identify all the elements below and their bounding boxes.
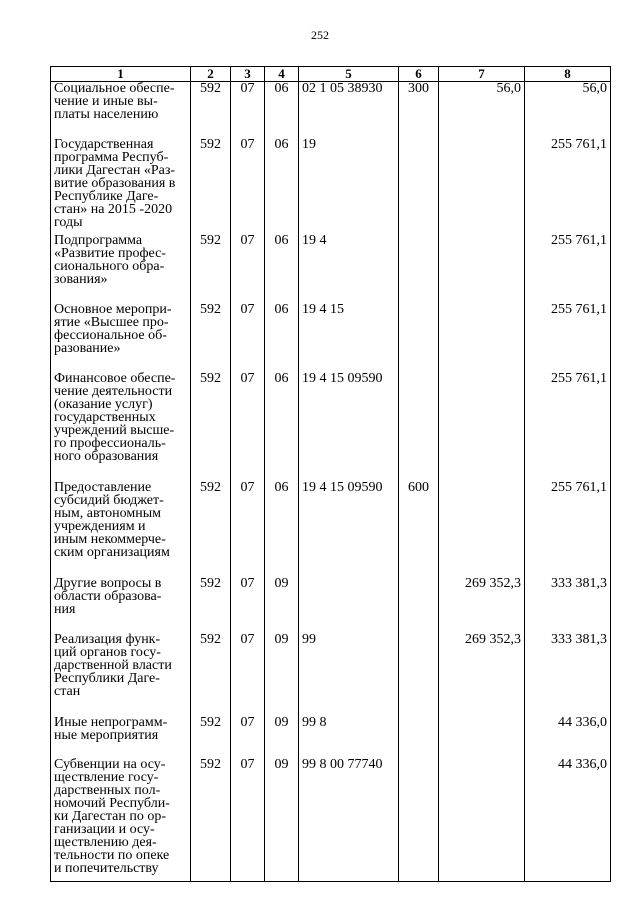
cell-code-text: 592 <box>200 480 221 495</box>
table-row <box>51 234 611 303</box>
cell-section-text: 07 <box>240 302 255 317</box>
cell-code-text: 592 <box>200 81 221 96</box>
row-name <box>51 577 191 633</box>
cell-section-text: 07 <box>240 233 255 248</box>
cell-section-text: 07 <box>240 137 255 152</box>
cell-subsection-text: 09 <box>274 632 289 647</box>
cell-amount-8-text: 44 336,0 <box>558 715 607 730</box>
cell-expense-type <box>399 716 439 758</box>
header-col-1: 1 <box>51 67 191 82</box>
cell-target-article <box>299 303 399 372</box>
cell-section-text: 07 <box>240 715 255 730</box>
cell-code <box>191 758 231 882</box>
cell-subsection-text: 06 <box>274 81 289 96</box>
cell-section <box>231 372 265 481</box>
cell-amount-8-text: 333 381,3 <box>551 576 607 591</box>
cell-target-article <box>299 758 399 882</box>
cell-subsection <box>265 577 299 633</box>
cell-section <box>231 481 265 577</box>
cell-amount-7 <box>439 577 525 633</box>
row-name-text: Реализация функ- ций органов госу- дарственной власти Республики Даге- стан <box>54 632 172 699</box>
cell-subsection-text: 06 <box>274 480 289 495</box>
row-name <box>51 82 191 138</box>
header-col-7: 7 <box>439 67 525 82</box>
table-row <box>51 481 611 577</box>
table-row <box>51 82 611 138</box>
cell-subsection <box>265 633 299 716</box>
cell-code-text: 592 <box>200 715 221 730</box>
cell-expense-type <box>399 758 439 882</box>
cell-code <box>191 481 231 577</box>
cell-amount-7 <box>439 234 525 303</box>
header-col-2: 2 <box>191 67 231 82</box>
row-name-text: Социальное обеспе- чение и иные вы- платы населению <box>54 81 175 122</box>
cell-amount-8 <box>525 758 611 882</box>
cell-subsection <box>265 234 299 303</box>
row-name <box>51 716 191 758</box>
cell-target-article-text: 19 4 <box>302 233 327 248</box>
row-name-text: Основное меропри- ятие «Высшее про- фессиональное об- разование» <box>54 302 172 356</box>
cell-target-article-text: 02 1 05 38930 <box>302 81 383 96</box>
row-name <box>51 481 191 577</box>
cell-amount-8 <box>525 633 611 716</box>
cell-expense-type <box>399 234 439 303</box>
cell-subsection <box>265 716 299 758</box>
cell-amount-7 <box>439 481 525 577</box>
cell-amount-8-text: 255 761,1 <box>551 480 607 495</box>
cell-subsection-text: 06 <box>274 137 289 152</box>
cell-section <box>231 303 265 372</box>
cell-expense-type <box>399 82 439 138</box>
cell-code-text: 592 <box>200 632 221 647</box>
cell-expense-type <box>399 577 439 633</box>
cell-code <box>191 577 231 633</box>
cell-code-text: 592 <box>200 757 221 772</box>
cell-section <box>231 633 265 716</box>
cell-target-article-text: 99 8 00 77740 <box>302 757 383 772</box>
cell-amount-8 <box>525 234 611 303</box>
header-col-8: 8 <box>525 67 611 82</box>
cell-amount-8 <box>525 716 611 758</box>
row-name <box>51 758 191 882</box>
row-name-text: Государственная программа Респуб- лики Дагестан «Раз- витие образования в Республике Даге- стан» на 2015 -2020 годы <box>54 137 176 230</box>
cell-code <box>191 633 231 716</box>
row-name-text: Иные непрограмм- ные мероприятия <box>54 715 168 743</box>
cell-target-article-text: 19 4 15 <box>302 302 344 317</box>
cell-target-article <box>299 716 399 758</box>
cell-amount-8 <box>525 138 611 234</box>
cell-expense-type <box>399 481 439 577</box>
cell-amount-8-text: 333 381,3 <box>551 632 607 647</box>
cell-subsection <box>265 372 299 481</box>
cell-expense-type-text: 300 <box>408 81 429 96</box>
cell-amount-8-text: 255 761,1 <box>551 371 607 386</box>
cell-target-article <box>299 234 399 303</box>
cell-section-text: 07 <box>240 81 255 96</box>
row-name-text: Финансовое обеспе- чение деятельности (оказание услуг) государственных учреждений высше- го профессиональ- ного образования <box>54 371 176 464</box>
cell-target-article-text: 99 8 <box>302 715 327 730</box>
cell-target-article-text: 19 4 15 09590 <box>302 480 383 495</box>
row-name-text: Подпрограмма «Развитие профес- сионального обра- зования» <box>54 233 166 287</box>
row-name-text: Субвенции на осу- ществление госу- дарственных пол- номочий Республи- ки Дагестан по ор- ганизации и осу- ществлению дея- тельности по опеке и попечительству <box>54 757 170 876</box>
cell-section-text: 07 <box>240 371 255 386</box>
cell-target-article <box>299 577 399 633</box>
cell-section <box>231 716 265 758</box>
cell-target-article <box>299 82 399 138</box>
row-name <box>51 372 191 481</box>
cell-target-article <box>299 138 399 234</box>
cell-code-text: 592 <box>200 137 221 152</box>
header-col-5: 5 <box>299 67 399 82</box>
cell-section <box>231 138 265 234</box>
cell-section <box>231 234 265 303</box>
table-row <box>51 577 611 633</box>
cell-amount-8-text: 44 336,0 <box>558 757 607 772</box>
row-name <box>51 303 191 372</box>
table-row <box>51 372 611 481</box>
cell-amount-7 <box>439 372 525 481</box>
cell-amount-8 <box>525 372 611 481</box>
header-col-6: 6 <box>399 67 439 82</box>
cell-amount-8-text: 56,0 <box>582 81 607 96</box>
cell-subsection-text: 06 <box>274 233 289 248</box>
cell-target-article <box>299 372 399 481</box>
cell-amount-7-text: 56,0 <box>496 81 521 96</box>
row-name-text: Другие вопросы в области образова- ния <box>54 576 162 617</box>
table-row <box>51 303 611 372</box>
cell-subsection-text: 06 <box>274 302 289 317</box>
cell-amount-8 <box>525 303 611 372</box>
table-row <box>51 716 611 758</box>
cell-code <box>191 372 231 481</box>
cell-subsection <box>265 481 299 577</box>
cell-subsection-text: 09 <box>274 715 289 730</box>
cell-target-article <box>299 481 399 577</box>
header-col-3: 3 <box>231 67 265 82</box>
cell-subsection-text: 06 <box>274 371 289 386</box>
row-name <box>51 234 191 303</box>
cell-amount-7-text: 269 352,3 <box>465 632 521 647</box>
page-number: 252 <box>311 28 329 42</box>
cell-amount-8-text: 255 761,1 <box>551 137 607 152</box>
cell-code-text: 592 <box>200 233 221 248</box>
cell-amount-8-text: 255 761,1 <box>551 233 607 248</box>
table-row <box>51 633 611 716</box>
cell-amount-8 <box>525 481 611 577</box>
cell-code <box>191 138 231 234</box>
cell-code <box>191 234 231 303</box>
cell-code-text: 592 <box>200 302 221 317</box>
cell-code <box>191 303 231 372</box>
cell-code-text: 592 <box>200 576 221 591</box>
cell-subsection <box>265 82 299 138</box>
cell-subsection-text: 09 <box>274 757 289 772</box>
cell-amount-7 <box>439 716 525 758</box>
cell-amount-8 <box>525 82 611 138</box>
cell-section-text: 07 <box>240 480 255 495</box>
cell-target-article-text: 19 4 15 09590 <box>302 371 383 386</box>
row-name <box>51 138 191 234</box>
cell-target-article-text: 19 <box>302 137 316 152</box>
cell-amount-7 <box>439 303 525 372</box>
cell-amount-7 <box>439 138 525 234</box>
table-row <box>51 758 611 882</box>
cell-expense-type <box>399 303 439 372</box>
cell-amount-7-text: 269 352,3 <box>465 576 521 591</box>
cell-expense-type-text: 600 <box>408 480 429 495</box>
row-name <box>51 633 191 716</box>
cell-target-article-text: 99 <box>302 632 316 647</box>
cell-target-article <box>299 633 399 716</box>
header-row <box>51 67 611 82</box>
cell-subsection-text: 09 <box>274 576 289 591</box>
cell-section-text: 07 <box>240 757 255 772</box>
cell-amount-7 <box>439 633 525 716</box>
cell-amount-7 <box>439 82 525 138</box>
cell-expense-type <box>399 138 439 234</box>
cell-amount-8-text: 255 761,1 <box>551 302 607 317</box>
cell-section <box>231 758 265 882</box>
cell-subsection <box>265 758 299 882</box>
row-name-text: Предоставление субсидий бюджет- ным, автономным учреждениям и иным некоммерче- ским организациям <box>54 480 170 560</box>
cell-code <box>191 82 231 138</box>
cell-subsection <box>265 303 299 372</box>
budget-table <box>50 66 611 882</box>
cell-section <box>231 577 265 633</box>
cell-code <box>191 716 231 758</box>
header-col-4: 4 <box>265 67 299 82</box>
cell-expense-type <box>399 633 439 716</box>
table-row <box>51 138 611 234</box>
cell-code-text: 592 <box>200 371 221 386</box>
cell-section-text: 07 <box>240 576 255 591</box>
cell-section-text: 07 <box>240 632 255 647</box>
cell-subsection <box>265 138 299 234</box>
cell-amount-7 <box>439 758 525 882</box>
cell-amount-8 <box>525 577 611 633</box>
cell-section <box>231 82 265 138</box>
cell-expense-type <box>399 372 439 481</box>
